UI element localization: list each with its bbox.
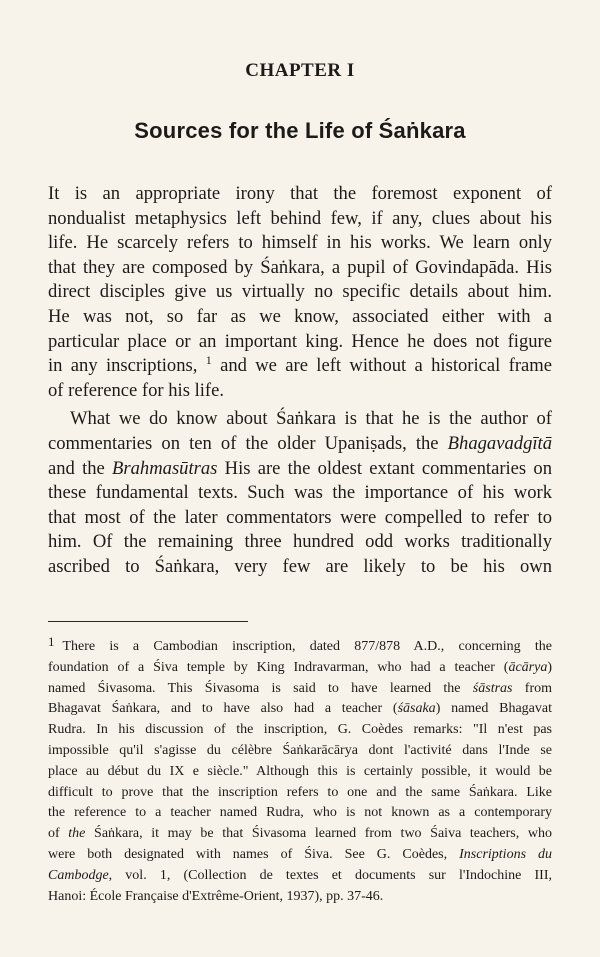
footnote-line: Rudra. In his discussion of the inscription, G. Coèdes remarks: "Il n'est pas — [48, 722, 552, 738]
italic-term: śāstras — [472, 680, 513, 696]
footnote-line — [48, 866, 552, 887]
italic-term: the — [68, 826, 86, 842]
footnote-line — [48, 699, 552, 720]
text-run: , vol. 1, (Collection de textes et documents sur l'Indochine III, — [108, 867, 552, 883]
text-line: particular place or an important king. Hence he does not figure — [48, 330, 552, 352]
footnote-separator — [48, 621, 248, 622]
text-run: and we are left without a historical frame — [220, 355, 553, 377]
italic-title: Brahmasūtras — [112, 457, 218, 479]
italic-title: Cambodge — [48, 867, 109, 883]
text-run: named Śivasoma. This Śivasoma is said to have learned the — [48, 680, 461, 696]
text-line: What we do know about Śaṅkara is that he is the author of — [70, 408, 552, 430]
text-run: commentaries on ten of the older Upaniṣads, the — [48, 432, 439, 454]
footnote-line — [48, 845, 552, 866]
italic-term: ācārya — [508, 659, 548, 675]
text-run: His are the oldest extant commentaries on — [224, 457, 552, 479]
footnote-line: place au début du IX e siècle." Although this is certainly possible, it would be — [48, 763, 552, 779]
text-line: direct disciples give us virtually no specific details about him. — [48, 281, 552, 303]
text-run: Śaṅkara, it may be that Śivasoma learned from two Śaiva teachers, who — [94, 826, 552, 842]
text-line: of reference for his life. — [48, 379, 225, 401]
italic-title: Inscriptions du — [459, 846, 553, 862]
text-run: ) named Bhagavat — [435, 701, 552, 717]
text-line: It is an appropriate irony that the foremost exponent of — [48, 183, 552, 204]
text-run: There is a Cambodian inscription, dated 877/878 A.D., concerning the — [62, 639, 552, 654]
text-line: that they are composed by Śaṅkara, a pupil of Govindapāda. His — [48, 256, 552, 278]
footnote-line — [48, 824, 552, 845]
text-line — [48, 354, 552, 379]
text-run: Bhagavat Śaṅkara, and to have also had a teacher ( — [48, 701, 398, 717]
footnote-reference[interactable]: 1 — [205, 352, 212, 367]
text-line: nondualist metaphysics left behind few, if any, clues about his — [48, 207, 552, 229]
footnote-line: the reference to a teacher named Rudra, who is not known as a contemporary — [48, 805, 552, 821]
text-run: foundation of a Śiva temple by King Indravarman, who had a teacher ( — [48, 659, 509, 675]
text-line — [48, 457, 552, 482]
text-line: that most of the later commentators were compelled to refer to — [48, 506, 552, 528]
footnote-line — [48, 679, 552, 700]
text-line: these fundamental texts. Such was the importance of his work — [48, 482, 552, 504]
text-line: life. He scarcely refers to himself in his works. We learn only — [48, 232, 552, 254]
text-line — [48, 432, 552, 457]
text-line: him. Of the remaining three hundred odd works traditionally — [48, 531, 552, 553]
body-text — [48, 182, 552, 580]
italic-title: Bhagavadgītā — [447, 432, 552, 454]
footnote-line: difficult to prove that the inscription refers to one and the same Śaṅkara. Like — [48, 784, 552, 800]
footnote-line — [48, 636, 552, 658]
footnote-line — [48, 658, 552, 679]
text-run: of — [48, 826, 60, 842]
footnote-line: impossible qu'il s'agisse du célèbre Śaṅkarācārya dont l'activité dans l'Inde se — [48, 742, 552, 758]
footnote-line: Hanoi: École Française d'Extrême-Orient, 1937), pp. 37-46. — [48, 888, 384, 904]
text-run: were both designated with names of Śiva. See G. Coèdes, — [48, 846, 448, 862]
text-line: ascribed to Śaṅkara, very few are likely to be his own — [48, 555, 552, 577]
text-run: from — [524, 680, 552, 696]
chapter-title: Sources for the Life of Śaṅkara — [134, 118, 466, 143]
chapter-label: CHAPTER I — [245, 60, 355, 81]
text-line: He was not, so far as we know, associated either with a — [48, 305, 552, 327]
text-run: ) — [547, 659, 552, 675]
footnote-number: 1 — [48, 634, 55, 649]
text-run: in any inscriptions, — [48, 355, 198, 377]
italic-term: śāsaka — [397, 701, 436, 717]
footnote — [48, 636, 552, 907]
text-run: and the — [48, 457, 105, 479]
